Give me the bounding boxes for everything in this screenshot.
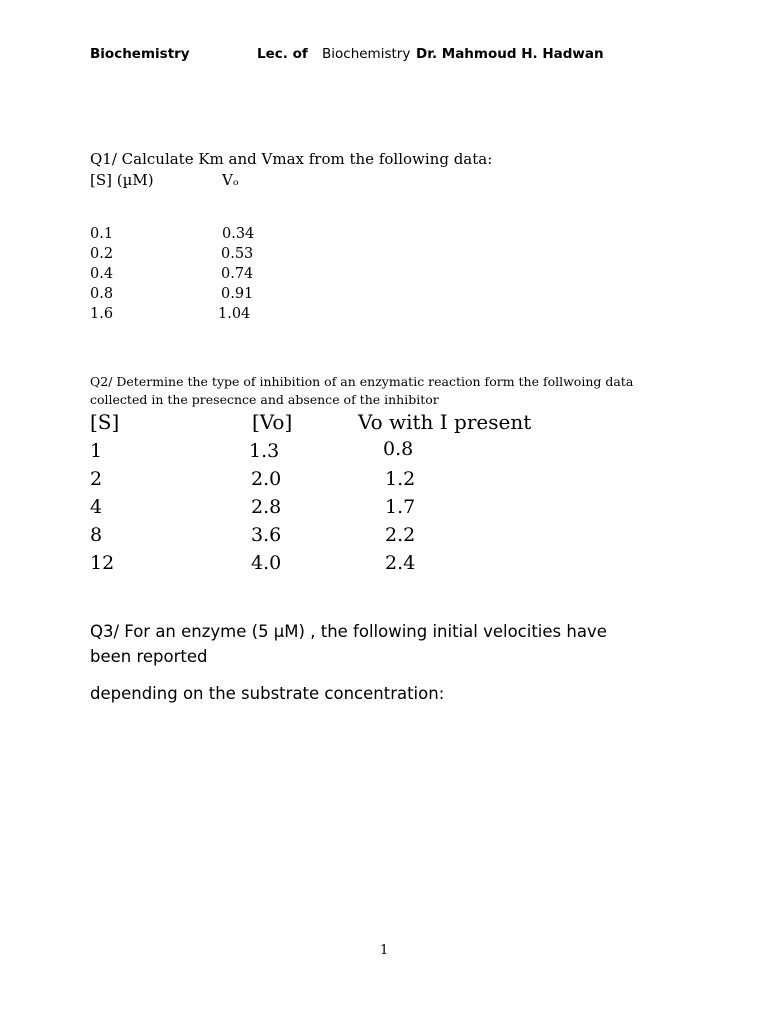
q1-prompt: Q1/ Calculate Km and Vmax from the following data: xyxy=(90,150,493,168)
q2-row-s: 12 xyxy=(90,552,115,574)
q2-row-vi: 1.7 xyxy=(385,496,416,518)
q1-row-v: 0.74 xyxy=(221,266,254,282)
q2-row-vi: 2.4 xyxy=(385,552,416,574)
q2-row-vo: 2.0 xyxy=(251,468,282,490)
q2-row-vi: 0.8 xyxy=(383,438,414,460)
q1-row-v: 0.53 xyxy=(221,246,254,262)
q2-row-vo: 2.8 xyxy=(251,496,282,518)
header-lec-of: Lec. of xyxy=(257,46,308,62)
q2-col-s: [S] xyxy=(90,410,120,434)
q1-row-s: 0.2 xyxy=(90,246,114,262)
header-author: Dr. Mahmoud H. Hadwan xyxy=(416,46,604,62)
q2-row-vo: 4.0 xyxy=(251,552,282,574)
q3-line3: depending on the substrate concentration: xyxy=(90,684,445,703)
q1-row-s: 0.8 xyxy=(90,286,114,302)
q2-row-s: 1 xyxy=(90,440,103,462)
q2-col-vo: [Vo] xyxy=(252,410,293,434)
q1-row-v: 0.34 xyxy=(222,226,255,242)
q1-row-v: 0.91 xyxy=(221,286,254,302)
q2-row-vi: 2.2 xyxy=(385,524,416,546)
q2-row-vo: 3.6 xyxy=(251,524,282,546)
q1-row-s: 1.6 xyxy=(90,306,114,322)
q1-col-s: [S] (µM) xyxy=(90,171,154,189)
q2-row-s: 8 xyxy=(90,524,103,546)
q1-row-v: 1.04 xyxy=(218,306,251,322)
page-number: 1 xyxy=(380,943,389,958)
q3-line2: been reported xyxy=(90,647,208,666)
q2-col-vi: Vo with I present xyxy=(358,410,532,434)
header-lec-subject: Biochemistry xyxy=(322,46,411,62)
q1-row-s: 0.1 xyxy=(90,226,114,242)
q3-line1: Q3/ For an enzyme (5 µM) , the following initial velocities have xyxy=(90,622,607,641)
header-subject: Biochemistry xyxy=(90,46,190,62)
q2-row-vo: 1.3 xyxy=(249,440,280,462)
q1-col-v: Vₒ xyxy=(222,171,239,189)
q2-prompt-line1: Q2/ Determine the type of inhibition of an enzymatic reaction form the follwoing data xyxy=(90,374,634,389)
q2-prompt-line2: collected in the presecnce and absence of the inhibitor xyxy=(90,392,439,407)
q2-row-vi: 1.2 xyxy=(385,468,416,490)
q1-row-s: 0.4 xyxy=(90,266,114,282)
q2-row-s: 4 xyxy=(90,496,103,518)
q2-row-s: 2 xyxy=(90,468,103,490)
